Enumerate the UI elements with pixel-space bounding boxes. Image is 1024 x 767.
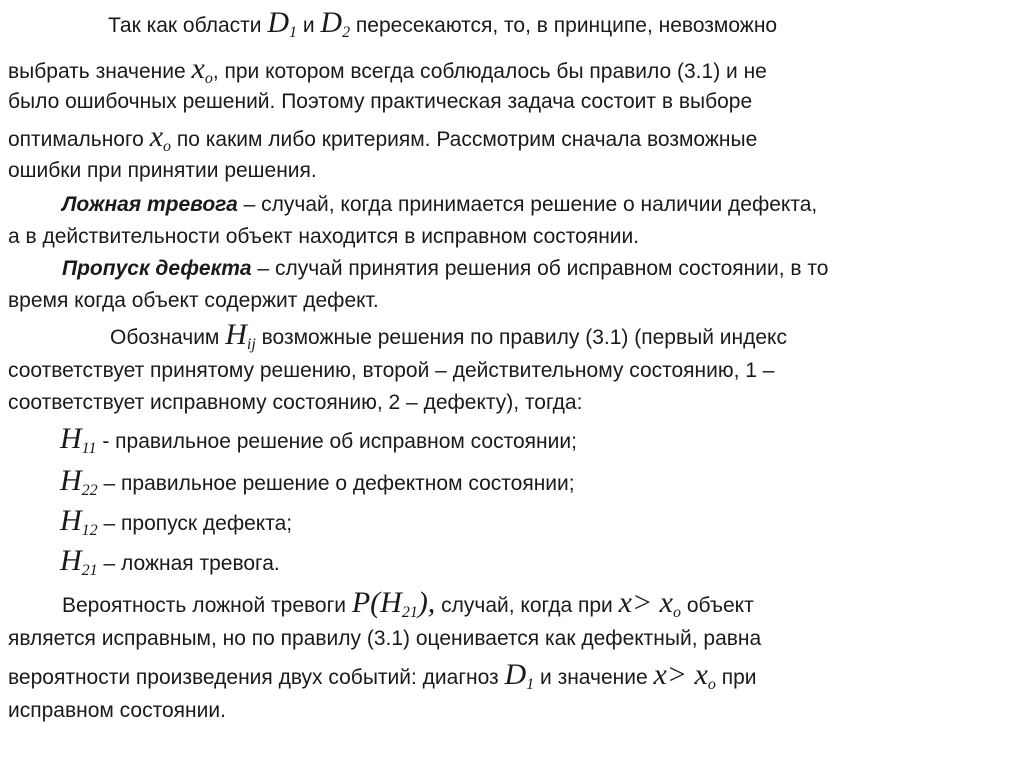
text: при xyxy=(715,666,757,689)
text: Обозначим xyxy=(110,326,226,349)
math-D2: $D_2$ xyxy=(320,6,351,42)
text: пересекаются, то, в принципе, невозможно xyxy=(350,14,778,37)
p1-line-1 xyxy=(108,6,778,46)
text: случай, когда при xyxy=(435,594,619,617)
text: оптимального xyxy=(8,128,150,151)
p1-line-3: было ошибочных решений. Поэтому практическая задача состоит в выборе xyxy=(8,90,753,113)
text: – ложная тревога. xyxy=(97,552,280,575)
math-Hij: $H_{ij}$ xyxy=(225,318,256,354)
text: вероятности произведения двух событий: диагноз xyxy=(8,666,505,689)
term-missed-defect: Пропуск дефекта xyxy=(62,257,252,280)
text: и значение xyxy=(534,666,654,689)
p2-line-1 xyxy=(62,192,817,218)
p3-line-1 xyxy=(62,256,828,282)
p2-line-2: а в действительности объект находится в исправном состоянии. xyxy=(8,225,640,248)
math-P-H21: $P(H_{21})$, xyxy=(351,586,436,622)
p1-line-5: ошибки при принятии решения. xyxy=(8,159,317,182)
text: - правильное решение об исправном состоянии; xyxy=(96,430,577,453)
text: – пропуск дефекта; xyxy=(97,512,293,535)
p1-line-4 xyxy=(8,120,758,160)
list-item xyxy=(60,464,575,504)
p5-line-4: исправном состоянии. xyxy=(8,699,226,722)
math-H21: $H_{21}$ xyxy=(60,544,98,580)
text: , при котором всегда соблюдалось бы правило (3.1) и не xyxy=(212,60,767,83)
p5-line-1 xyxy=(62,586,754,626)
list-item xyxy=(60,504,293,544)
text: выбрать значение xyxy=(8,60,192,83)
text: возможные решения по правилу (3.1) (первый индекс xyxy=(255,326,787,349)
text: Вероятность ложной тревоги xyxy=(62,594,352,617)
p4-line-1 xyxy=(110,318,787,358)
text: и xyxy=(297,14,321,37)
math-x0: $x_o$ xyxy=(191,52,213,88)
text: Так как области xyxy=(108,14,268,37)
text: – случай принятия решения об исправном состоянии, в то xyxy=(251,257,829,280)
text: объект xyxy=(681,594,754,617)
text: – правильное решение о дефектном состоянии; xyxy=(97,472,575,495)
p3-line-2: время когда объект содержит дефект. xyxy=(8,289,379,312)
term-false-alarm: Ложная тревога xyxy=(62,193,238,216)
p4-line-2: соответствует принятому решению, второй – действительному состоянию, 1 – xyxy=(8,359,775,382)
math-x-gt-x0: $x> x_o$ xyxy=(653,658,716,694)
math-H12: $H_{12}$ xyxy=(60,504,98,540)
p5-line-3 xyxy=(8,658,757,698)
list-item xyxy=(60,544,280,584)
p4-line-3: соответствует исправному состоянию, 2 – дефекту), тогда: xyxy=(8,391,583,414)
p1-line-2 xyxy=(8,52,767,92)
math-x0: $x_o$ xyxy=(149,120,172,156)
p5-line-2: является исправным, но по правилу (3.1) оценивается как дефектный, равна xyxy=(8,627,762,650)
math-D1: $D_1$ xyxy=(504,658,535,694)
text: по каким либо критериям. Рассмотрим сначала возможные xyxy=(171,128,758,151)
math-D1: $D_1$ xyxy=(267,6,297,42)
math-x-gt-x0: $x> x_o$ xyxy=(618,586,681,622)
math-H22: $H_{22}$ xyxy=(60,464,98,500)
list-item xyxy=(60,422,577,462)
math-H11: $H_{11}$ xyxy=(60,422,97,458)
text: – случай, когда принимается решение о наличии дефекта, xyxy=(237,193,818,216)
